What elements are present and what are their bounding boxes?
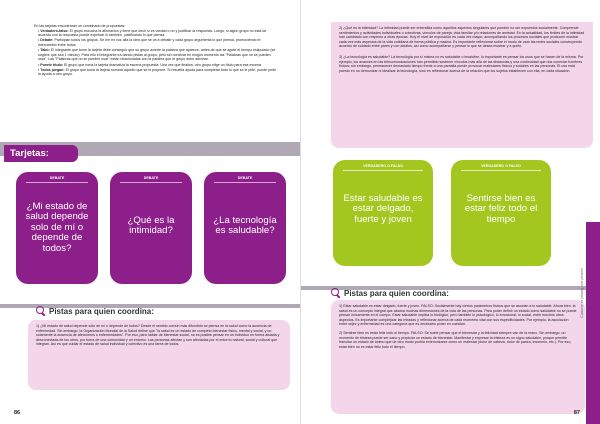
right-page bbox=[300, 0, 600, 424]
card-tag: DEBATE bbox=[120, 176, 182, 183]
debate-card-2[interactable] bbox=[110, 172, 192, 284]
side-color-bar bbox=[586, 222, 600, 424]
vf-card-1[interactable] bbox=[333, 160, 433, 266]
page-number-left: 86 bbox=[14, 410, 21, 416]
rules-list bbox=[38, 29, 278, 77]
card-tag: DEBATE bbox=[214, 176, 276, 183]
pistas-box bbox=[331, 300, 585, 414]
pistas-box bbox=[28, 320, 290, 390]
rule-item: • Tabú: El integrante que tome la tarjeta debe conseguir que su grupo acierte la palabra que aparece, antes de que se agote el tiempo estipulado (se sugiere que sea 1 minuto). Para ello el integrante irá dando pistas al grupo, pero sin nombrar en ningún momento las "Palabras que no se pueden usar". Las "Palabras que no se pueden usar" están relacionadas con la palabra que el grupo debe adivinar. bbox=[38, 48, 278, 62]
card-question: ¿Qué es la intimidad? bbox=[127, 215, 175, 237]
card-tag: VERDADERO O FALSO bbox=[461, 164, 541, 171]
card-question: ¿La tecnología es saludable? bbox=[213, 215, 277, 237]
debate-card-1[interactable] bbox=[16, 172, 98, 284]
vf-card-2[interactable] bbox=[451, 160, 551, 266]
magnifier-icon bbox=[36, 306, 46, 316]
rule-item: • Todos juegan: El grupo que toma la tarjeta nombra aquello que se le propone. Si resuelta ayuda para completar todo lo que se le pide, puede pedir la ayuda a otro grupo. bbox=[38, 68, 278, 77]
card-question: ¿Mi estado de salud depende solo de mí o depende de todos? bbox=[25, 201, 89, 254]
pistas-p1: 1) Estar saludable es estar delgado, fuerte y joven. FALSO: Socialmente hay ciertos parámetros físicos que se asocian a lo saludable. Ahora bien, la salud es un concepto integral que abarca muchas dimensiones de la vida de las personas. Para poder definir un estado como saludable no se puede pensar únicamente en el cuerpo. Estar saludable implica lo biológico, pero también lo psicológico, lo emocional, lo social, entre muchos otros aspectos. Es importante complejizar las miradas y reflexionar acerca de cada momento vital con sus especificidades. Por ejemplo, la asociación entre vejez y enfermedad es una categoría que es necesario poner en cuestión. bbox=[339, 304, 577, 327]
pistas-title-text: Pistas para quien coordina: bbox=[49, 306, 154, 316]
para-intimidad: 2) ¿Qué es la intimidad? La intimidad puede ser entendida como aquellos aspectos singulares que pueden no ser expuestos socialmente. Comprende sentimientos y actividades individuales o colectivas, vínculos de pareja, vida familiar y/o relaciones de amistad. En la actualidad, los límites de la intimidad han cambiado con respecto a otras épocas. Hoy el nivel de exposición es cada vez mayor, acompañando los procesos sociales que producen mostrar cada vez más aspectos de la vida cotidiana de forma pública y masiva. Es importante reflexionar sobre el modo de usar las redes sociales construyendo acuerdo de cuidado entre pares y con adultos, así como acompañarse y pensar lo que se desea mostrar y a quién. bbox=[339, 26, 585, 49]
card-tag: VERDADERO O FALSO bbox=[343, 164, 423, 171]
pistas-text: 1) ¿Mi estado de salud depende sólo de mí o depende de todos? Desde el sentido común más difundido se piensa en la salud como la ausencia de enfermedad. Sin embargo, la Organización Mundial de la Salud define que "la salud es un estado de completo bienestar físico, mental y social, y no solamente la ausencia de afecciones o enfermedades". Por eso, para hablar de bienestar social, no es posible pensar en un individuo en forma aislada y desconectada de los otros, por fuera de una comunidad y un entorno. Las personas afectan y son afectadas por el entorno natural, social y cultural que integran. Así es que cuidar el estado de salud individual y colectivo es una tarea de todos. bbox=[36, 324, 280, 347]
page-number-right: 87 bbox=[573, 410, 580, 416]
intimidad-box bbox=[331, 22, 593, 148]
pistas-title bbox=[331, 288, 449, 298]
rules-block bbox=[34, 24, 278, 78]
para-tecnologia: 3) ¿La tecnología es saludable? La tecnología por sí misma no es saludable o insalubre, lo importante es pensar los usos que se hacen de la misma. Por ejemplo, los avances en las telecomunicaciones han permitido sostener vínculos más allá de las distancias y una continuidad que dos conectar hombres físicos; sin embargo, permanecer demasiado tiempo frente a una pantalla puede provocar malestares físicos y sociales en las personas. El uso está puesto en no demonizar ni idealizar la tecnología, sino en reflexionar acerca de la relación que los sujetos establecen con ella, en cada situación. bbox=[339, 54, 584, 73]
pistas-p2: 2) Sentirse bien es estar feliz todo el tiempo. FALSO: Se suele pensar que el bienestar y la felicidad siempre van de la mano. Sin embargo, un momento de tristeza puede ser sano y propiciar un estado de bienestar. Manifestar y expresar la tristeza es un signo saludable, porque permite transitar un estado de ánimo que de otro modo podría exteriorizarse como un malestar (dolor de cabeza, dolor de panza, insomnio, etc.). Por eso, estar bien no es estar feliz todo el tiempo. bbox=[339, 330, 572, 349]
pistas-title-text: Pistas para quien coordina: bbox=[344, 288, 449, 298]
card-tag: DEBATE bbox=[26, 176, 88, 183]
debate-card-3[interactable] bbox=[204, 172, 286, 284]
rule-item: • Debate: Participan todos los grupos. Se lee en voz alta la idea que se va a debatir y cada grupo argumenta lo que piensa, promoviendo el intercambio entre todos. bbox=[38, 38, 278, 47]
card-question: Sentirse bien es estar feliz todo el tiempo bbox=[464, 193, 538, 225]
pistas-title bbox=[36, 306, 154, 316]
side-running-text: Cuidarse es [mmm], vivir primero bbox=[580, 268, 584, 318]
rules-intro: En las tarjetas encontrarán un combinado de propuestas: bbox=[34, 24, 126, 28]
rule-item: • Verdadero-falso: El grupo escucha la afirmación y tiene que decir si es verdad o no y justificar la respuesta. Luego, si algún grupo no está de acuerdo con la respuesta puede expresar lo también, justificando lo que piensa. bbox=[38, 29, 278, 38]
card-question: Estar saludable es estar delgado, fuerte y joven bbox=[343, 193, 423, 225]
tarjetas-label: Tarjetas: bbox=[4, 145, 78, 162]
rule-item: • Ponele título: El grupo que toma la tarjeta dramatiza la escena propuesta. Una vez que finaliza, otro grupo elige un título para esa escena. bbox=[38, 63, 278, 68]
magnifier-icon bbox=[331, 288, 341, 298]
